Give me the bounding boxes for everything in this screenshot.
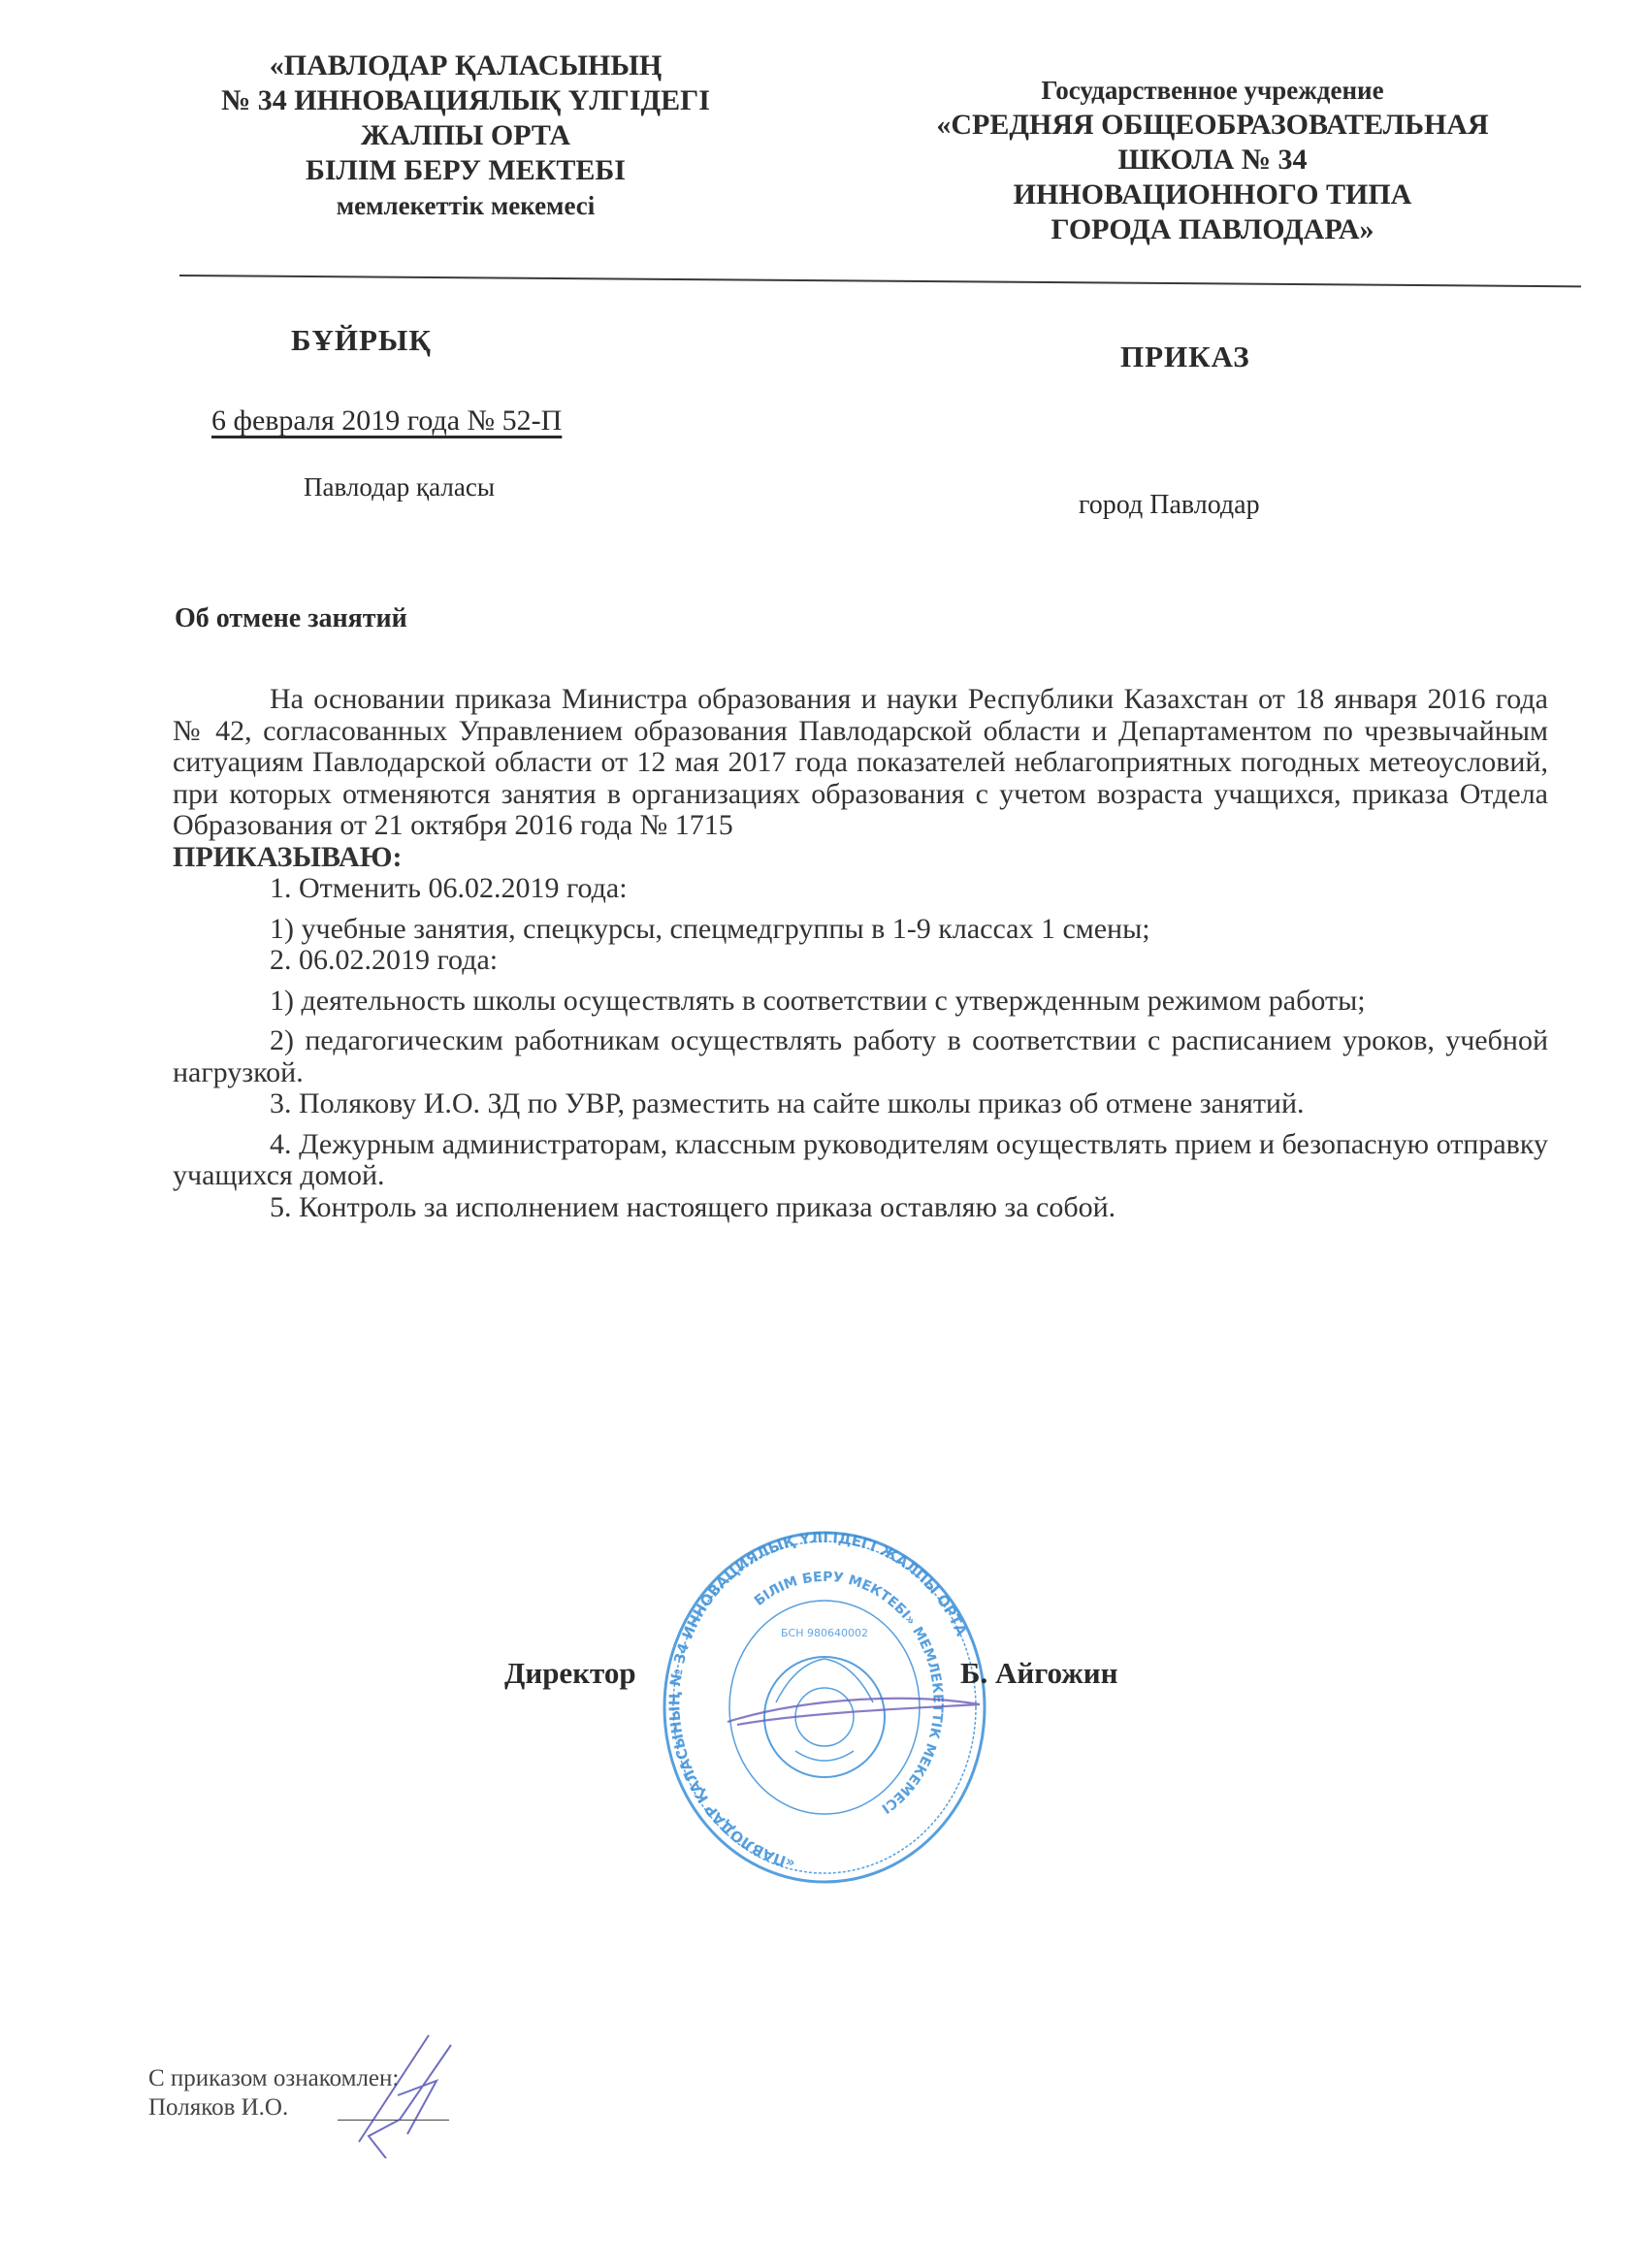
header-ru-line: ГОРОДА ПАВЛОДАРА»: [1051, 213, 1374, 245]
header-kz: [175, 49, 757, 223]
stamp-outer-text: «ПАВЛОДАР ҚАЛАСЫНЫҢ № 34 ИННОВАЦИЯЛЫҚ ҮЛГІДЕГІ ЖАЛПЫ ОРТА: [665, 1528, 971, 1873]
stamp-inner-text: БІЛІМ БЕРУ МЕКТЕБІ» МЕМЛЕКЕТТІК МЕКЕМЕСІ: [751, 1569, 946, 1817]
emblem-icon: [764, 1657, 885, 1777]
header-ru-line: «СРЕДНЯЯ ОБЩЕОБРАЗОВАТЕЛЬНАЯ: [936, 109, 1489, 141]
acknowledgement-signature: [340, 2027, 456, 2158]
ack-line: С приказом ознакомлен:: [148, 2065, 400, 2091]
header-ru-subtitle: Государственное учреждение: [1041, 76, 1384, 105]
header-ru-line: ИННОВАЦИОННОГО ТИПА: [1013, 178, 1412, 211]
header-kz-line: БІЛІМ БЕРУ МЕКТЕБІ: [306, 154, 626, 186]
preamble: На основании приказа Министра образования и науки Республики Казахстан от 18 января 2016 года № 42, согласованных Управлением образования Павлодарской области и Департаментом по чрезвычайным ситуациям Павлодарской области от 12 мая 2017 года показателей неблагоприятных погодных метеоусловий, при которых отменяются занятия в организациях образования с учетом возраста учащихся, приказа Отдела Образования от 21 октября 2016 года № 1715: [173, 683, 1548, 841]
order-item: 1) учебные занятия, спецкурсы, спецмедгруппы в 1-9 классах 1 смены;: [270, 912, 1150, 945]
header-kz-line: ЖАЛПЫ ОРТА: [360, 119, 571, 151]
stamp-bin: БСН 980640002: [781, 1627, 868, 1639]
order-item: 2. 06.02.2019 года:: [270, 944, 499, 976]
signatory-title: Директор: [504, 1656, 636, 1690]
order-item: 1. Отменить 06.02.2019 года:: [270, 872, 628, 904]
header-kz-line: № 34 ИННОВАЦИЯЛЫҚ ҮЛГІДЕГІ: [221, 84, 710, 116]
header-kz-line: «ПАВЛОДАР ҚАЛАСЫНЫҢ: [269, 49, 663, 81]
signatory-name: Б. Айгожин: [960, 1656, 1118, 1690]
header-ru: [873, 73, 1552, 247]
order-body: [173, 684, 1548, 1223]
order-item: 5. Контроль за исполнением настоящего приказа оставляю за собой.: [270, 1190, 1116, 1223]
order-item: 4. Дежурным администраторам, классным руководителям осуществлять прием и безопасную отправку учащихся домой.: [173, 1127, 1548, 1191]
doc-type-kz: БҰЙРЫҚ: [291, 323, 432, 357]
order-subject: Об отмене занятий: [175, 603, 407, 633]
order-item: 3. Полякову И.О. ЗД по УВР, разместить на сайте школы приказ об отмене занятий.: [270, 1087, 1305, 1119]
official-stamp: [660, 1528, 989, 1887]
doc-type-ru: ПРИКАЗ: [1120, 340, 1250, 373]
order-item: 2) педагогическим работникам осуществлять работу в соответствии с расписанием уроков, учебной нагрузкой.: [173, 1024, 1548, 1088]
header-kz-subtitle: мемлекеттік мекемесі: [336, 191, 596, 220]
header-ru-line: ШКОЛА № 34: [1117, 144, 1308, 176]
order-word: ПРИКАЗЫВАЮ:: [173, 840, 403, 873]
date-number: 6 февраля 2019 года № 52-П: [211, 405, 563, 437]
city-kz: Павлодар қаласы: [304, 472, 495, 502]
header-divider: [179, 275, 1581, 287]
order-item: 1) деятельность школы осуществлять в соответствии с утвержденным режимом работы;: [270, 984, 1366, 1017]
city-ru: город Павлодар: [1079, 490, 1260, 520]
ack-name: Поляков И.О.: [148, 2094, 289, 2121]
